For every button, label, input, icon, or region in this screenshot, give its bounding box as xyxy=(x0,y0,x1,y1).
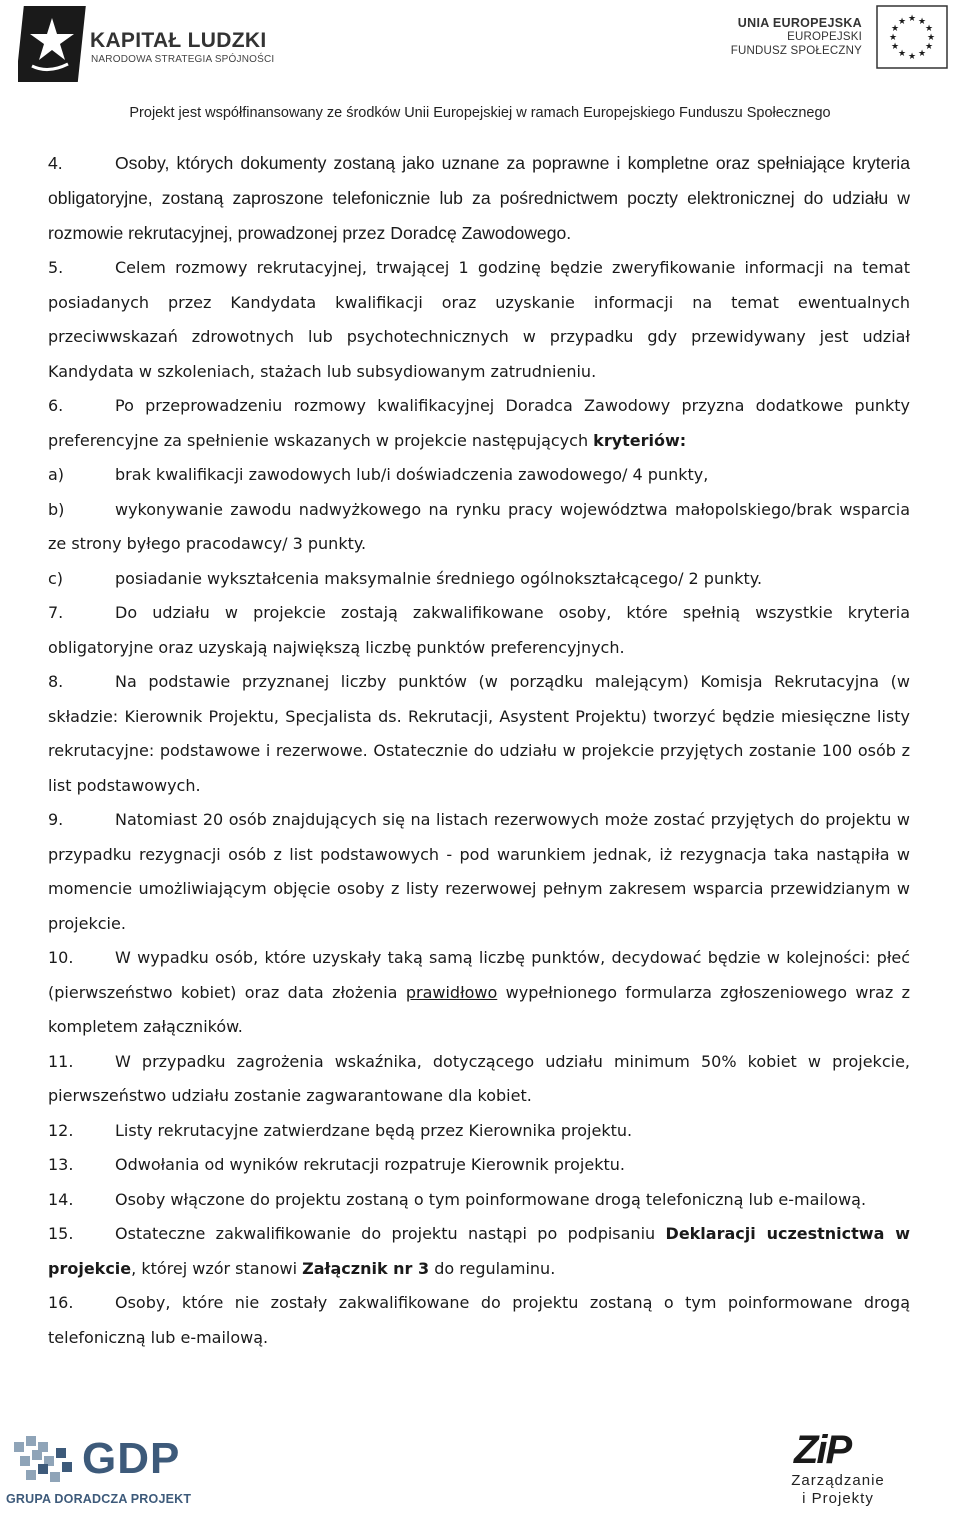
eu-line-1: UNIA EUROPEJSKA xyxy=(737,16,862,30)
list-item: 8. Na podstawie przyznanej liczby punktów (w porządku malejącym) Komisja Rekrutacyjna (w składzie: Kierownik Projektu, Specjalista ds. Rekrutacji, Asystent Projektu) tworzyć będzie miesięczne listy rekrutacyjne: podstawowe i rezerwowe. Ostatecznie do udziału w projekcie przyjętych zostanie 100 osób z list podstawowych. xyxy=(48,672,910,795)
gdp-logo xyxy=(4,1428,224,1510)
svg-text:★: ★ xyxy=(924,42,934,52)
list-item: 9. Natomiast 20 osób znajdujących się na listach rezerwowych może zostać przyjętych do projektu w przypadku rezygnacji osób z list podstawowych - pod warunkiem jednak, iż rezygnacja taka nastąpiła w momencie umożliwiającym objęcie osoby z listy rezerwowej pełnym zakresem wsparcia przewidzianym w projekcie. xyxy=(48,810,910,933)
svg-text:★: ★ xyxy=(888,33,898,43)
list-item: 6. Po przeprowadzeniu rozmowy kwalifikacyjnej Doradca Zawodowy przyzna dodatkowe punkty preferencyjne za spełnienie wskazanych w projekcie następujących kryteriów: xyxy=(48,396,910,450)
cofunding-note: Projekt jest współfinansowany ze środków Unii Europejskiej w ramach Europejskiego Funduszu Społecznego xyxy=(129,105,831,121)
zip-subtitle-2: i Projekty xyxy=(802,1490,874,1507)
list-item: 11. W przypadku zagrożenia wskaźnika, dotyczącego udziału minimum 50% kobiet w projekcie, pierwszeństwo udziału zostanie zagwarantowane dla kobiet. xyxy=(48,1051,910,1105)
svg-text:★: ★ xyxy=(890,42,900,52)
svg-text:★: ★ xyxy=(917,17,927,27)
svg-text:★: ★ xyxy=(917,49,927,59)
eu-logo xyxy=(708,5,948,71)
list-item: 13. Odwołania od wyników rekrutacji rozpatruje Kierownik projektu. xyxy=(48,1155,625,1174)
zip-logo xyxy=(758,1428,918,1510)
svg-text:★: ★ xyxy=(890,24,900,34)
list-item: 7. Do udziału w projekcie zostają zakwalifikowane osoby, które spełnią wszystkie kryteria obligatoryjne oraz uzyskają największą liczbę punktów preferencyjnych. xyxy=(48,603,910,657)
list-item: 16. Osoby, które nie zostały zakwalifikowane do projektu zostaną o tym poinformowane drogą telefoniczną lub e-mailową. xyxy=(48,1293,910,1347)
svg-text:★: ★ xyxy=(897,49,907,59)
svg-text:★: ★ xyxy=(926,33,936,43)
svg-text:★: ★ xyxy=(907,14,917,24)
list-item: 5. Celem rozmowy rekrutacyjnej, trwającej 1 godzinę będzie zweryfikowanie informacji na temat posiadanych przez Kandydata kwalifikacji oraz uzyskanie informacji na temat ewentualnych przeciwwskazań zdrowotnych lub psychotechnicznych w przypadku gdy przewidywany jest udział Kandydata w szkoleniach, stażach lub subsydiowanym zatrudnieniu. xyxy=(48,258,910,381)
svg-text:★: ★ xyxy=(897,17,907,27)
list-item: 10. W wypadku osób, które uzyskały taką samą liczbę punktów, decydować będzie w kolejności: płeć (pierwszeństwo kobiet) oraz data złożenia prawidłowo wypełnionego formularza zgłoszeniowego wraz z kompletem załączników. xyxy=(48,948,911,1036)
list-item: 12. Listy rekrutacyjne zatwierdzane będą przez Kierownika projektu. xyxy=(48,1120,633,1140)
svg-text:★: ★ xyxy=(907,52,917,62)
list-item: 4. Osoby, których dokumenty zostaną jako uznane za poprawne i kompletne oraz spełniające kryteria obligatoryjne, zostaną zaproszone telefonicznie lub za pośrednictwem poczty elektronicznej do udziału w rozmowie rekrutacyjnej, prowadzonej przez Doradcę Zawodowego. xyxy=(48,153,910,243)
list-item: c) posiadanie wykształcenia maksymalnie średniego ogólnokształcącego/ 2 punkty. xyxy=(48,568,763,588)
eu-flag-icon xyxy=(876,5,948,69)
list-item: b) wykonywanie zawodu nadwyżkowego na rynku pracy województwa małopolskiego/brak wsparcia ze strony byłego pracodawcy/ 3 punkty. xyxy=(48,499,910,553)
regulation-body xyxy=(48,146,910,1355)
zip-subtitle-1: Zarządzanie xyxy=(791,1472,885,1489)
kapital-ludzki-star-icon xyxy=(18,4,96,84)
eu-line-2: EUROPEJSKI xyxy=(787,31,862,43)
gdp-subtitle: GRUPA DORADCZA PROJEKT xyxy=(6,1492,192,1506)
eu-line-3: FUNDUSZ SPOŁECZNY xyxy=(730,45,862,57)
kapital-ludzki-subtitle: NARODOWA STRATEGIA SPÓJNOŚCI xyxy=(91,54,275,65)
list-item: 14. Osoby włączone do projektu zostaną o tym poinformowane drogą telefoniczną lub e-mailową. xyxy=(48,1189,867,1209)
list-item: a) brak kwalifikacji zawodowych lub/i doświadczenia zawodowego/ 4 punkty, xyxy=(48,465,709,484)
kapital-ludzki-logo xyxy=(18,4,288,84)
zip-wordmark: ZiP xyxy=(794,1428,851,1472)
gdp-emblem-icon xyxy=(10,1432,76,1490)
list-item: 15. Ostateczne zakwalifikowanie do projektu nastąpi po podpisaniu Deklaracji uczestnictwa w projekcie, której wzór stanowi Załącznik nr 3 do regulaminu. xyxy=(48,1224,910,1278)
eu-logo-text xyxy=(731,16,862,58)
svg-text:★: ★ xyxy=(924,24,934,34)
kapital-ludzki-title: KAPITAŁ LUDZKI xyxy=(90,29,267,52)
gdp-wordmark: GDP xyxy=(82,1434,181,1483)
